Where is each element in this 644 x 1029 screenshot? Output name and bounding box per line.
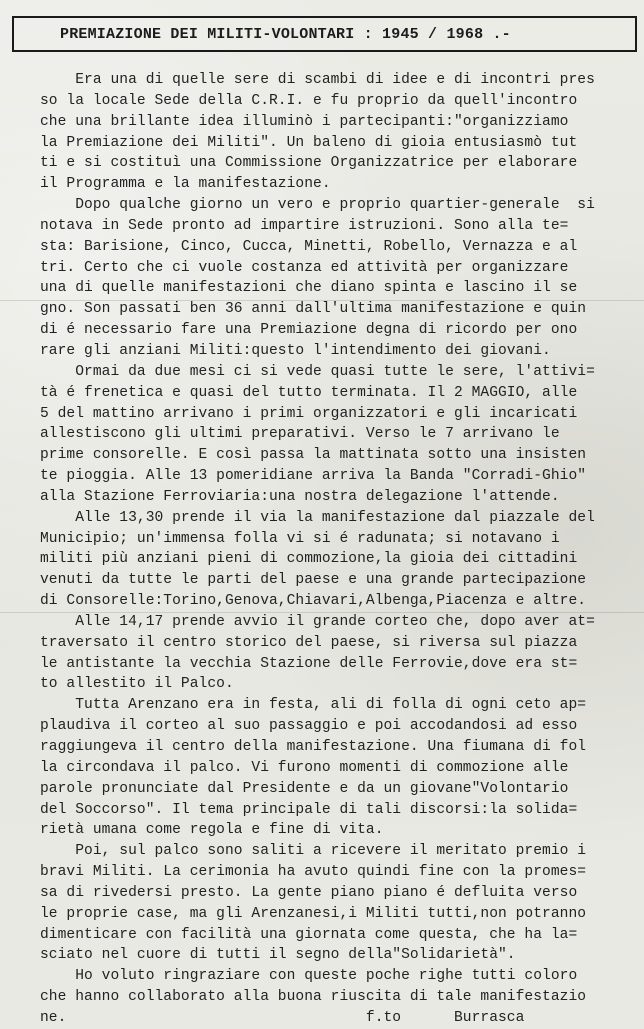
text-line: Poi, sul palco sono saliti a ricevere il meritato premio i [40,843,587,860]
text-line: raggiungeva il centro della manifestazione. Una fiumana di fol [40,739,587,755]
text-line: la Premiazione dei Militi". Un baleno di gioia entusiasmò tut [40,134,578,151]
text-line: Alle 13,30 prende il via la manifestazione dal piazzale del [40,509,595,526]
text-line: prime consorelle. E così passa la mattinata sotto una insisten [40,447,587,464]
text-line: Tutta Arenzano era in festa, ali di folla di ogni ceto ap= [40,697,587,714]
text-line: Ormai da due mesi ci si vede quasi tutte le sere, l'attivi= [40,363,595,380]
text-line: le proprie case, ma gli Arenzanesi,i Militi tutti,non potranno [40,905,587,922]
text-line: sta: Barisione, Cinco, Cucca, Minetti, Robello, Vernazza e al [40,238,578,255]
text-line: 5 del mattino arrivano i primi organizzatori e gli incaricati [40,405,578,422]
text-line: to allestito il Palco. [40,676,234,693]
document-title: PREMIAZIONE DEI MILITI-VOLONTARI : 1945 / 1968 .- [60,25,511,43]
text-line: rietà umana come regola e fine di vita. [40,822,384,839]
text-line: che una brillante idea illuminò i partecipanti:"organizziamo [40,113,569,130]
text-line: Municipio; un'immensa folla vi si é radunata; si notavano i [40,530,560,547]
text-line: rare gli anziani Militi:questo l'intendimento dei giovani. [40,342,551,359]
text-line: la circondava il palco. Vi furono momenti di commozione alle [40,759,569,776]
text-line: plaudiva il corteo al suo passaggio e poi accodandosi ad esso [40,718,578,735]
text-line: Ho voluto ringraziare con queste poche righe tutti coloro [40,968,578,985]
text-line: del Soccorso". Il tema principale di tali discorsi:la solida= [40,801,578,818]
text-line: Alle 14,17 prende avvio il grande corteo che, dopo aver at= [40,613,595,630]
text-line: le antistante la vecchia Stazione delle Ferrovie,dove era st= [40,655,578,672]
text-line: gno. Son passati ben 36 anni dall'ultima manifestazione e quin [40,301,587,318]
text-line: il Programma e la manifestazione. [40,176,331,193]
text-line: di é necessario fare una Premiazione degna di ricordo per ono [40,322,578,339]
text-line: una di quelle manifestazioni che diano spinta e lascino il se [40,280,578,297]
text-line: te pioggia. Alle 13 pomeridiane arriva la Banda "Corradi-Ghio" [40,468,587,485]
text-line: parole pronunciate dal Presidente e da un giovane"Volontario [40,780,569,797]
text-line: dimenticare con facilità una giornata come questa, che ha la= [40,926,578,943]
title-box [12,16,637,52]
text-line: traversato il centro storico del paese, si riversa sul piazza [40,634,578,651]
text-line: ti e si costituì una Commissione Organizzatrice per elaborare [40,155,578,172]
text-line: militi più anziani pieni di commozione,la gioia dei cittadini [40,551,578,568]
text-line: sciato nel cuore di tutti il segno della"Solidarietà". [40,947,516,964]
text-line: notava in Sede pronto ad impartire istruzioni. Sono alla te= [40,217,569,234]
text-line: allestiscono gli ultimi preparativi. Verso le 7 arrivano le [40,426,560,443]
text-line: sa di rivedersi presto. La gente piano piano é defluita verso [40,884,578,901]
text-line: so la locale Sede della C.R.I. e fu proprio da quell'incontro [40,92,578,109]
text-line: bravi Militi. La cerimonia ha avuto quindi fine con la promes= [40,864,587,881]
document-body [40,70,640,1029]
text-line: Dopo qualche giorno un vero e proprio quartier-generale si [40,197,595,214]
text-line: che hanno collaborato alla buona riuscita di tale manifestazio [40,989,587,1006]
text-line: tà é frenetica e quasi del tutto terminata. Il 2 MAGGIO, alle [40,384,578,401]
text-line: Era una di quelle sere di scambi di idee e di incontri pres [40,72,595,88]
text-line: alla Stazione Ferroviaria:una nostra delegazione l'attende. [40,488,560,505]
text-line: tri. Certo che ci vuole costanza ed attività per organizzare [40,259,569,276]
text-line: di Consorelle:Torino,Genova,Chiavari,Albenga,Piacenza e altre. [40,593,587,610]
signature-line: ne. f.to Burrasca [40,1009,525,1026]
text-line: venuti da tutte le parti del paese e una grande partecipazione [40,572,587,589]
